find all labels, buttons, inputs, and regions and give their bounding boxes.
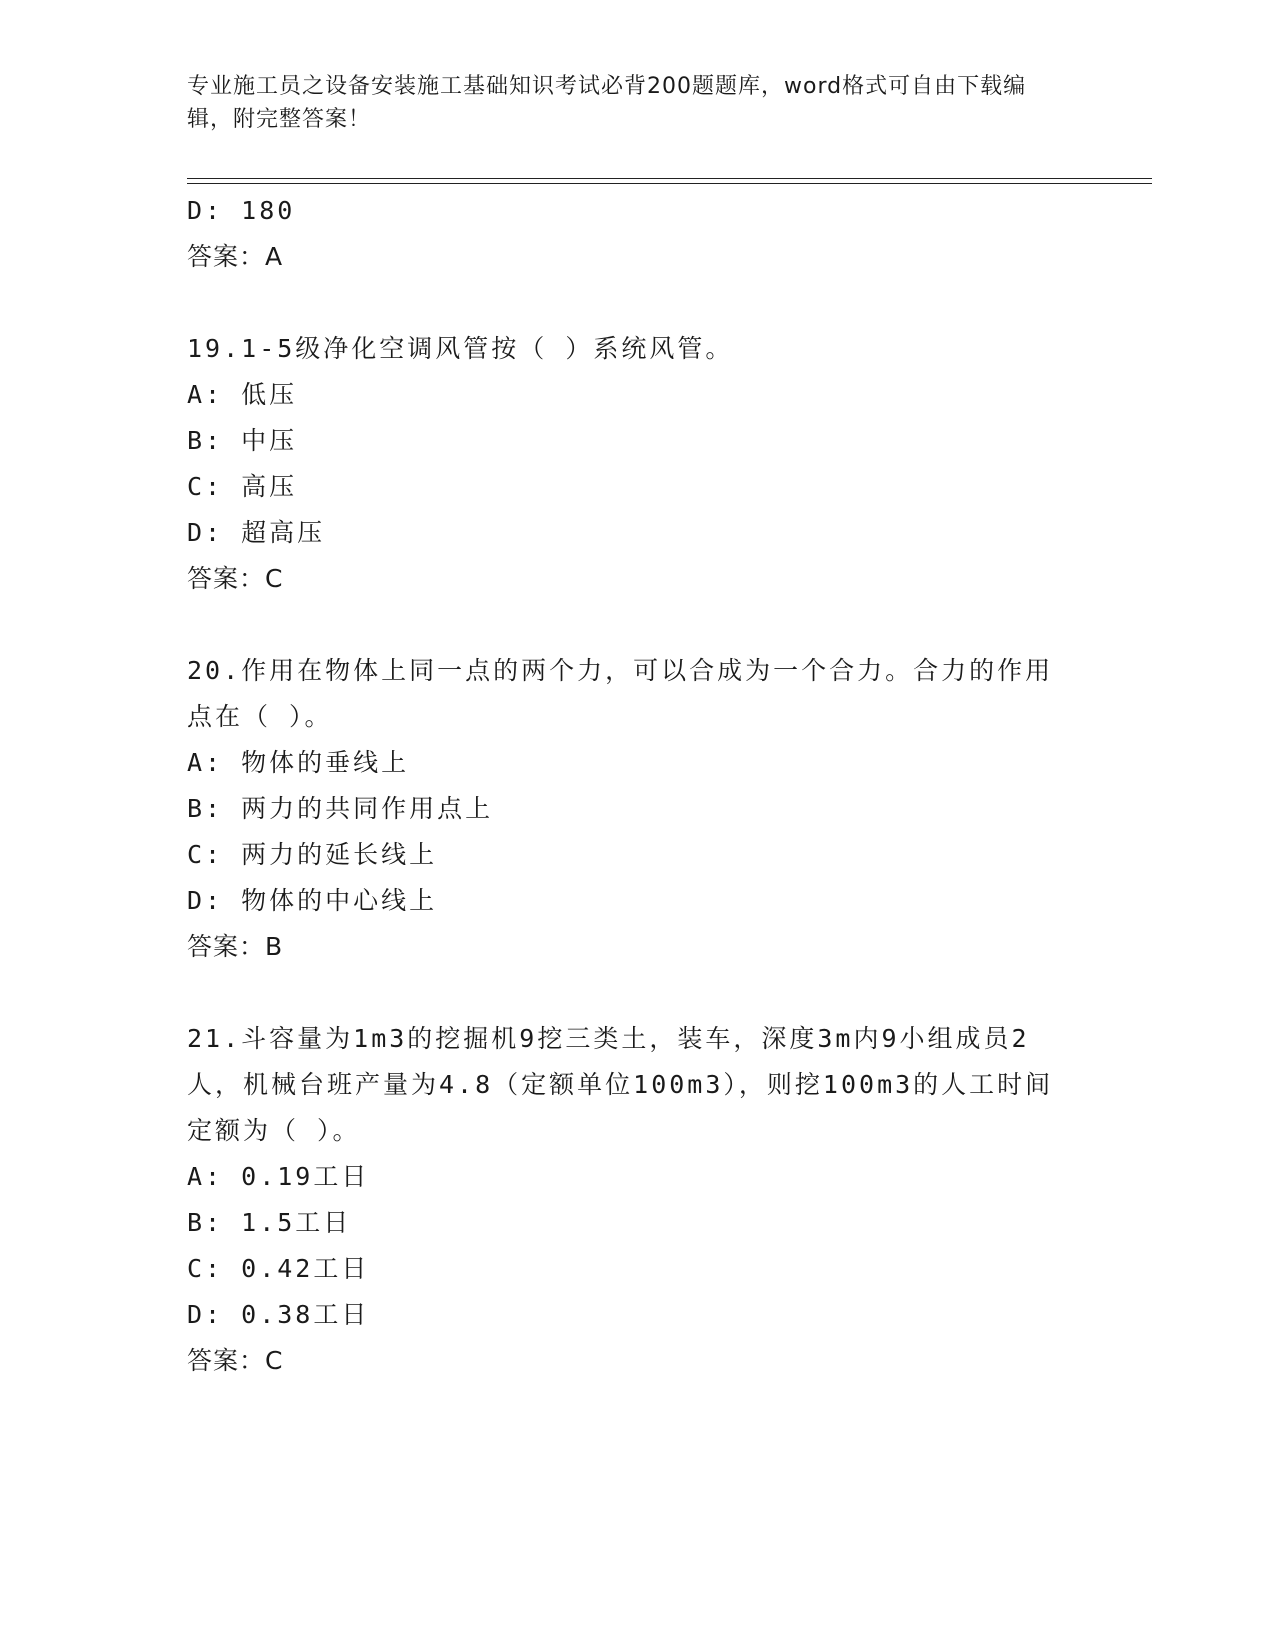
answer-line: 答案：B <box>187 932 284 961</box>
question-text: 21.斗容量为1m3的挖掘机9挖三类土，装车，深度3m内9小组成员2人，机械台班产量为4.8（定额单位100m3），则挖100m3的人工时间定额为（ ）。 <box>187 1024 1054 1145</box>
option-a: A: 物体的垂线上 <box>187 748 410 777</box>
option-a: A: 低压 <box>187 380 298 409</box>
header-divider-bottom <box>187 183 1152 184</box>
option-a: A: 0.19工日 <box>187 1162 370 1191</box>
option-d: D: 物体的中心线上 <box>187 886 438 915</box>
document-header <box>187 70 1067 136</box>
option-d: D: 180 <box>187 196 296 225</box>
question-21 <box>187 1016 1067 1384</box>
question-20 <box>187 648 1067 970</box>
document-body <box>187 188 1067 1430</box>
answer-line: 答案：A <box>187 242 284 271</box>
answer-line: 答案：C <box>187 1346 284 1375</box>
answer-line: 答案：C <box>187 564 284 593</box>
header-title: 专业施工员之设备安装施工基础知识考试必背200题题库，word格式可自由下载编辑，附完整答案！ <box>187 74 1027 132</box>
option-c: C: 两力的延长线上 <box>187 840 438 869</box>
option-c: C: 高压 <box>187 472 298 501</box>
option-d: D: 超高压 <box>187 518 326 547</box>
option-b: B: 中压 <box>187 426 298 455</box>
option-b: B: 两力的共同作用点上 <box>187 794 494 823</box>
option-d: D: 0.38工日 <box>187 1300 370 1329</box>
header-divider-top <box>187 178 1152 179</box>
question-19 <box>187 326 1067 602</box>
question-text: 20.作用在物体上同一点的两个力，可以合成为一个合力。合力的作用点在（ ）。 <box>187 656 1054 731</box>
previous-question-tail <box>187 188 1067 280</box>
option-b: B: 1.5工日 <box>187 1208 352 1237</box>
question-text: 19.1-5级净化空调风管按（ ）系统风管。 <box>187 334 734 363</box>
option-c: C: 0.42工日 <box>187 1254 370 1283</box>
